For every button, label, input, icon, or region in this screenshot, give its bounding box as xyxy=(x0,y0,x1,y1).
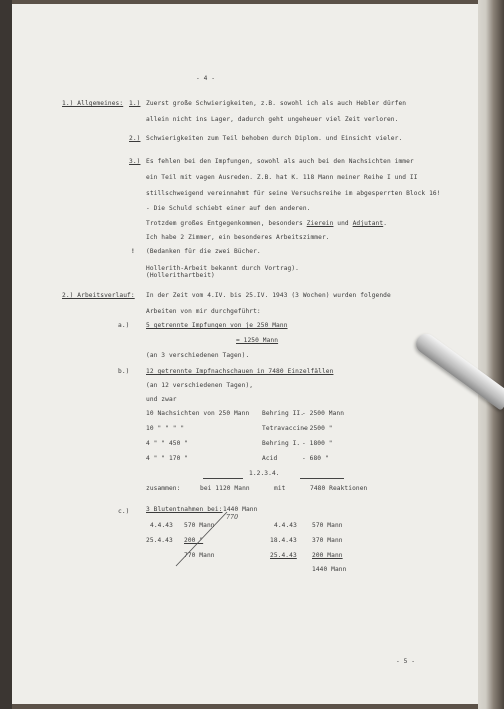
b-row3-c2: Behring I. xyxy=(262,440,301,447)
item-c-handwritten: 770 xyxy=(226,514,239,521)
item-b-days: (an 12 verschiedenen Tagen), xyxy=(146,382,254,389)
b-row1-c1: 10 Nachsichten von 250 Mann xyxy=(146,410,250,417)
sum-rule-right xyxy=(300,478,344,479)
page-number-bottom: - 5 - xyxy=(396,658,416,665)
page-number-top: - 4 - xyxy=(196,75,216,82)
section2-heading: 2.) Arbeitsverlauf: xyxy=(62,292,135,299)
item-c-total: 1440 Mann xyxy=(223,506,258,513)
b-reactions: 7480 Reaktionen xyxy=(310,485,368,492)
c-right-date2: 18.4.43 xyxy=(270,537,297,544)
item3-line2: ein Teil mit vagen Ausreden. Z.B. hat K. 118 Mann meiner Reihe I und II xyxy=(146,174,418,181)
item1-line2: allein nicht ins Lager, dadurch geht ungeheuer viel Zeit verloren. xyxy=(146,116,399,123)
document-page xyxy=(12,4,478,704)
page-stack-edge xyxy=(478,0,504,709)
item-a-days: (an 3 verschiedenen Tagen). xyxy=(146,352,250,359)
b-row3-c3: - 1800 " xyxy=(302,440,333,447)
item-b-label: b.) xyxy=(118,368,130,375)
c-right-date1: 4.4.43 xyxy=(274,522,297,529)
item2-line1: Schwierigkeiten zum Teil behoben durch Diplom. und Einsicht vieler. xyxy=(146,135,403,142)
b-row1-c3: - 2500 Mann xyxy=(302,410,345,417)
hollerith-line1: Hollerith-Arbeit bekannt durch Vortrag). xyxy=(146,265,300,272)
c-right-val2: 370 Mann xyxy=(312,537,343,544)
b-row2-c3: - 2500 " xyxy=(302,425,333,432)
hollerith-line2: (Hollerithartbeit) xyxy=(146,272,215,279)
item3-line1: Es fehlen bei den Impfungen, sowohl als auch bei den Nachsichten immer xyxy=(146,158,414,165)
strike-through-line xyxy=(172,510,232,568)
c-right-val1: 570 Mann xyxy=(312,522,343,529)
b-zusammen: zusammen: xyxy=(146,485,181,492)
c-left-date1: 4.4.43 xyxy=(150,522,173,529)
c-right-val3: 200 Mann xyxy=(312,552,343,559)
c-left-val1: 570 Mann xyxy=(184,522,215,529)
intro-line1: In der Zeit vom 4.IV. bis 25.IV. 1943 (3 Wochen) wurden folgende xyxy=(146,292,391,299)
trotzdem-line: Trotzdem großes Entgegenkommen, besonders Zierein und Adjutant. xyxy=(146,220,388,227)
b-row2-c2: Tetravaccine xyxy=(262,425,308,432)
b-row4-c3: - 680 " xyxy=(302,455,329,462)
item3-num: 3.) xyxy=(129,158,141,165)
item3-line3: stillschweigend vereinnahmt für seine Versuchsreihe im abgesperrten Block 16! xyxy=(146,190,441,197)
item1-num: 1.) xyxy=(129,100,141,107)
item-b-line: 12 getrennte Impfnachschauen in 7480 Einzelfällen xyxy=(146,368,334,375)
zimmer-line: Ich habe 2 Zimmer, ein besonderes Arbeitszimmer. xyxy=(146,234,330,241)
item-b-zwar: und zwar xyxy=(146,396,177,403)
sum-rule-left xyxy=(203,478,243,479)
c-right-date3: 25.4.43 xyxy=(270,552,297,559)
item2-num: 2.) xyxy=(129,135,141,142)
c-left-val3: 770 Mann xyxy=(184,552,215,559)
c-left-date2: 25.4.43 xyxy=(146,537,173,544)
b-row1-c2: Behring II. xyxy=(262,410,305,417)
b-row3-c1: 4 " " 450 " xyxy=(146,440,189,447)
item-a-line: 5 getrennte Impfungen von je 250 Mann xyxy=(146,322,288,329)
item-c-line: 3 Blutentnahmen bei: xyxy=(146,506,223,513)
b-zusammen-mid: bei 1120 Mann xyxy=(200,485,250,492)
b-row2-c1: 10 " " " " xyxy=(146,425,185,432)
item-a-total: = 1250 Mann xyxy=(236,337,279,344)
b-row4-c1: 4 " " 170 " xyxy=(146,455,189,462)
item1-line1: Zuerst große Schwierigkeiten, z.B. sowohl ich als auch Hebler dürfen xyxy=(146,100,407,107)
binder-edge xyxy=(0,0,12,709)
exclamation-mark: ! xyxy=(131,248,135,255)
c-left-val2: 200 " xyxy=(184,537,204,544)
b-mit: mit xyxy=(274,485,286,492)
section1-heading: 1.) Allgemeines: xyxy=(62,100,124,107)
item-a-label: a.) xyxy=(118,322,130,329)
b-row4-c2: Acid xyxy=(262,455,278,462)
item-c-label: c.) xyxy=(118,508,130,515)
intro-line2: Arbeiten von mir durchgeführt: xyxy=(146,308,261,315)
bedanken-line: (Bedanken für die zwei Bücher. xyxy=(146,248,261,255)
b-sum-label: 1.2.3.4. xyxy=(249,470,280,477)
item3-line4: - Die Schuld schiebt einer auf den anderen. xyxy=(146,205,311,212)
c-right-val4: 1440 Mann xyxy=(312,566,347,573)
